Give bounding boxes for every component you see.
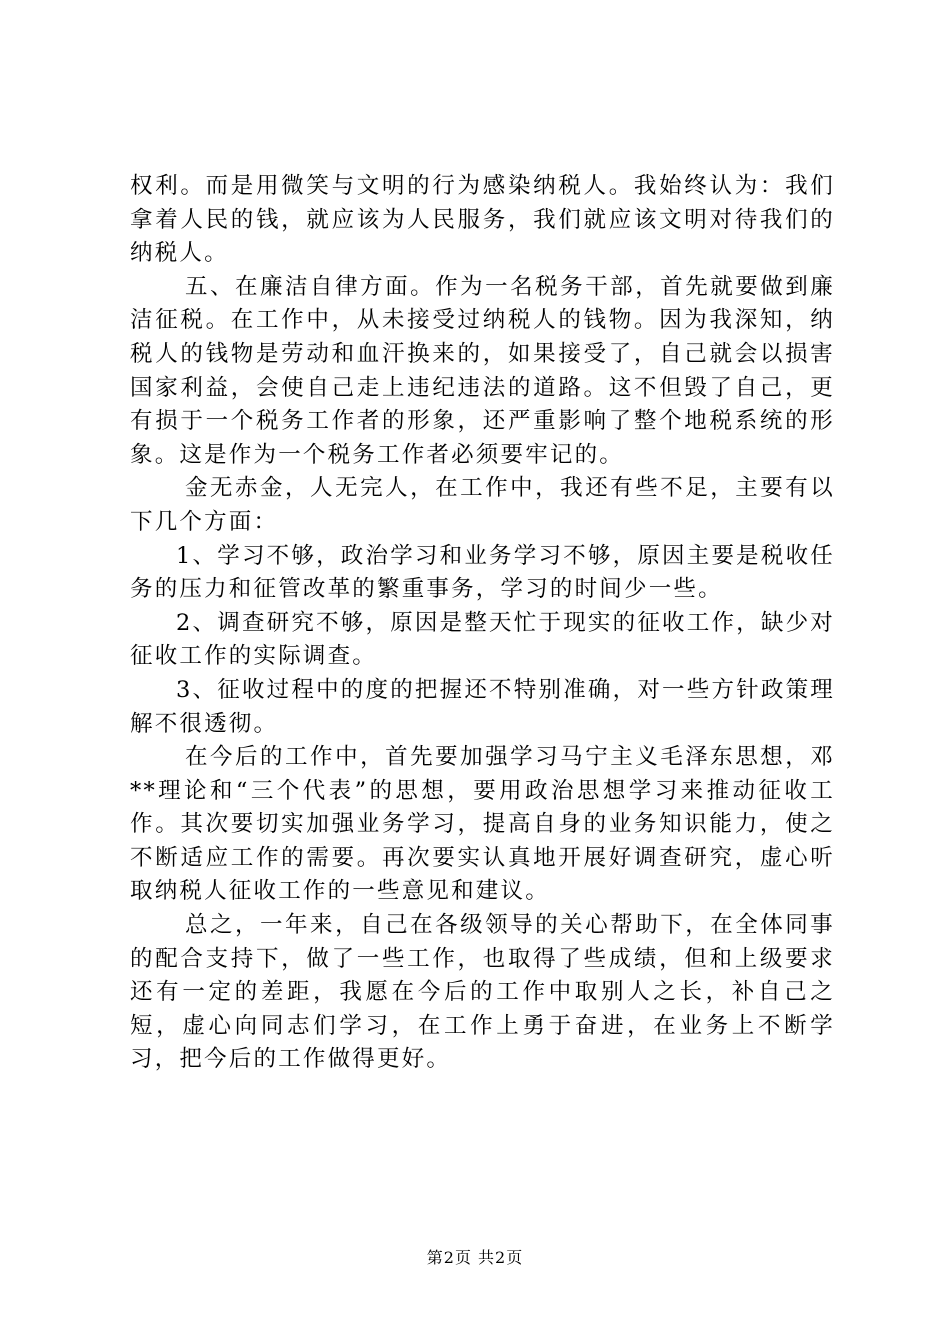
paragraph-conclusion: 总之，一年来，自己在各级领导的关心帮助下，在全体同事的配合支持下，做了一些工作，也取得了些成绩，但和上级要求还有一定的差距，我愿在今后的工作中取别人之长，补自己之短，虚心向同志们学习，在工作上勇于奋进，在业务上不断学习，把今后的工作做得更好。 [130,912,835,1073]
list-item-3: 3、征收过程中的度的把握还不特别准确，对一些方针政策理解不很透彻。 [130,676,835,737]
list-item-2: 2、调查研究不够，原因是整天忙于现实的征收工作，缺少对征收工作的实际调查。 [130,609,835,670]
paragraph-future-plan: 在今后的工作中，首先要加强学习马宁主义毛泽东思想，邓**理论和“三个代表”的思想，要用政治思想学习来推动征收工作。其次要切实加强业务学习，提高自身的业务知识能力，使之不断适应工作的需要。再次要实认真地开展好调查研究，虚心听取纳税人征收工作的一些意见和建议。 [130,744,835,905]
paragraph-shortcomings-intro: 金无赤金，人无完人，在工作中，我还有些不足，主要有以下几个方面： [130,475,835,535]
paragraph-integrity: 五、在廉洁自律方面。作为一名税务干部，首先就要做到廉洁征税。在工作中，从未接受过纳税人的钱物。因为我深知，纳税人的钱物是劳动和血汗换来的，如果接受了，自己就会以损害国家利益，会使自己走上违纪违法的道路。这不但毁了自己，更有损于一个税务工作者的形象，还严重影响了整个地税系统的形象。这是作为一个税务工作者必须要牢记的。 [130,273,835,468]
paragraph-continuation: 权利。而是用微笑与文明的行为感染纳税人。我始终认为：我们拿着人民的钱，就应该为人民服务，我们就应该文明对待我们的纳税人。 [130,173,835,267]
document-body [130,170,835,1077]
page-number-footer: 第2页 共2页 [426,1248,524,1267]
list-item-1: 1、学习不够，政治学习和业务学习不够，原因主要是税收任务的压力和征管改革的繁重事务，学习的时间少一些。 [130,542,835,603]
